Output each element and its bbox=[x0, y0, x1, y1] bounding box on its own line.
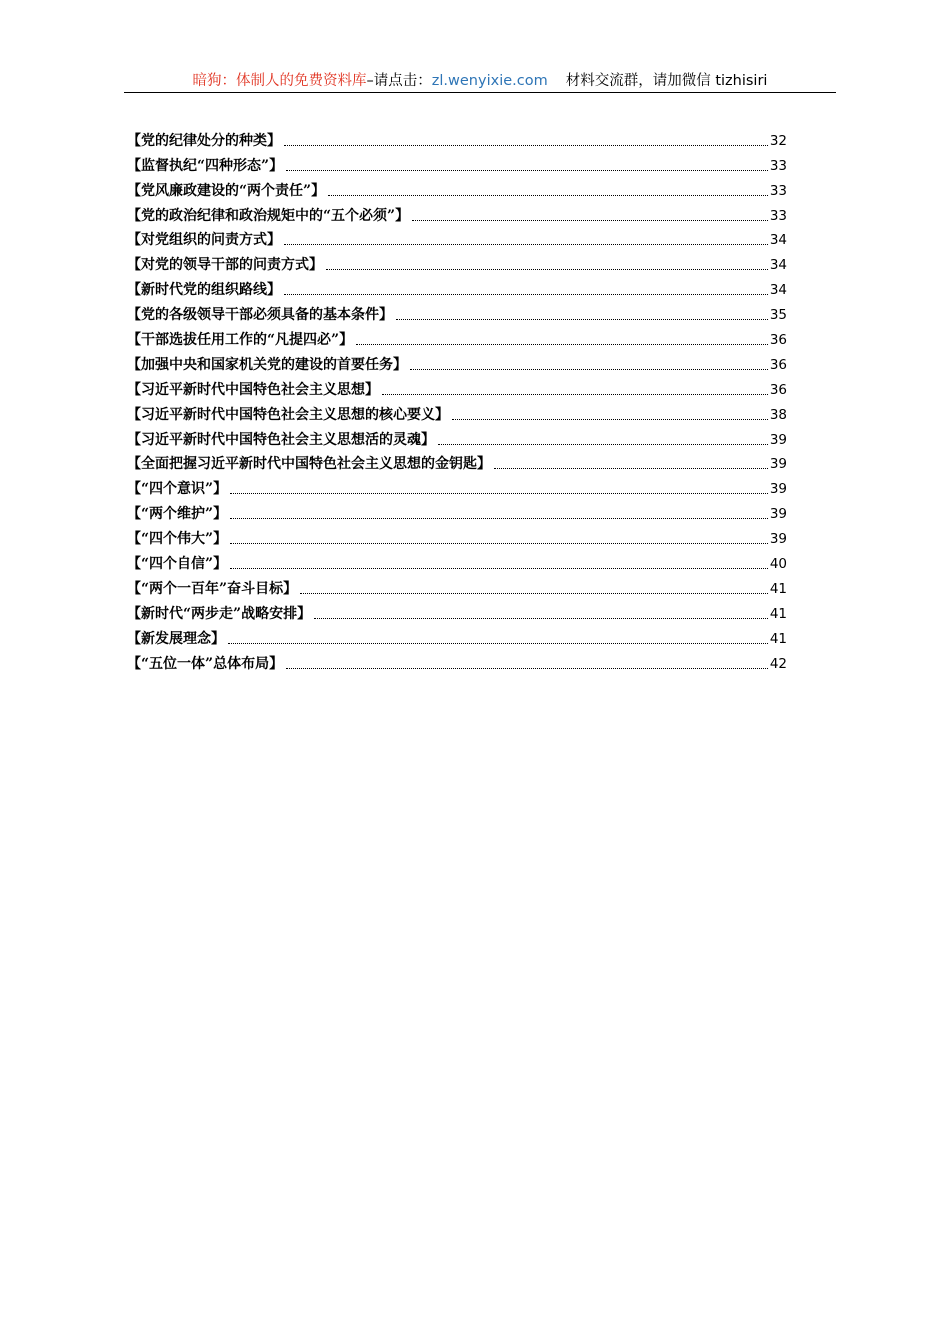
toc-dot-leader bbox=[284, 294, 768, 295]
toc-entry[interactable] bbox=[127, 125, 787, 150]
toc-entry-page: 39 bbox=[769, 456, 787, 473]
toc-entry-page: 39 bbox=[769, 531, 787, 548]
toc-entry-title: 【新时代“两步走”战略安排】 bbox=[127, 605, 312, 622]
toc-entry-page: 38 bbox=[769, 406, 787, 423]
toc-entry-page: 42 bbox=[769, 655, 787, 672]
toc-entry-title: 【新时代党的组织路线】 bbox=[127, 282, 281, 299]
toc-entry-page: 39 bbox=[769, 506, 787, 523]
toc-entry-page: 33 bbox=[769, 157, 787, 174]
toc-dot-leader bbox=[382, 394, 768, 395]
toc-entry-title: 【全面把握习近平新时代中国特色社会主义思想的金钥匙】 bbox=[127, 456, 491, 473]
toc-entry-page: 36 bbox=[769, 381, 787, 398]
toc-dot-leader bbox=[412, 220, 768, 221]
toc-entry[interactable] bbox=[127, 274, 787, 299]
header-prompt: –请点击： bbox=[366, 73, 432, 89]
toc-entry-title: 【党的各级领导干部必须具备的基本条件】 bbox=[127, 307, 393, 324]
toc-entry[interactable] bbox=[127, 299, 787, 324]
toc-entry[interactable] bbox=[127, 648, 787, 673]
toc-dot-leader bbox=[286, 170, 768, 171]
toc-dot-leader bbox=[300, 593, 768, 594]
toc-entry-page: 41 bbox=[769, 580, 787, 597]
toc-entry-title: 【对党的领导干部的问责方式】 bbox=[127, 257, 323, 274]
toc-entry[interactable] bbox=[127, 249, 787, 274]
toc-entry-title: 【党的政治纪律和政治规矩中的“五个必须”】 bbox=[127, 207, 410, 224]
toc-entry-page: 36 bbox=[769, 356, 787, 373]
toc-entry-page: 32 bbox=[769, 132, 787, 149]
toc-entry[interactable] bbox=[127, 399, 787, 424]
toc-dot-leader bbox=[452, 419, 768, 420]
header-url-link[interactable]: zl.wenyixie.com bbox=[431, 73, 548, 89]
toc-dot-leader bbox=[230, 493, 768, 494]
toc-entry-title: 【加强中央和国家机关党的建设的首要任务】 bbox=[127, 356, 407, 373]
toc-entry[interactable] bbox=[127, 349, 787, 374]
toc-entry-page: 33 bbox=[769, 182, 787, 199]
table-of-contents bbox=[127, 125, 787, 673]
toc-dot-leader bbox=[494, 468, 768, 469]
toc-entry-title: 【“两个一百年”奋斗目标】 bbox=[127, 580, 298, 597]
toc-entry-title: 【“四个意识”】 bbox=[127, 481, 228, 498]
toc-entry[interactable] bbox=[127, 200, 787, 225]
toc-entry[interactable] bbox=[127, 374, 787, 399]
toc-entry[interactable] bbox=[127, 598, 787, 623]
toc-entry-title: 【“四个伟大”】 bbox=[127, 531, 228, 548]
toc-dot-leader bbox=[286, 668, 768, 669]
toc-entry-title: 【监督执纪“四种形态”】 bbox=[127, 157, 284, 174]
toc-dot-leader bbox=[230, 518, 768, 519]
toc-entry-page: 41 bbox=[769, 630, 787, 647]
toc-entry[interactable] bbox=[127, 449, 787, 474]
toc-dot-leader bbox=[284, 145, 768, 146]
toc-entry-title: 【习近平新时代中国特色社会主义思想活的灵魂】 bbox=[127, 431, 435, 448]
toc-dot-leader bbox=[438, 444, 768, 445]
toc-entry[interactable] bbox=[127, 523, 787, 548]
toc-entry-page: 41 bbox=[769, 605, 787, 622]
header-brand: 暗狗：体制人的免费资料库 bbox=[192, 73, 367, 89]
toc-dot-leader bbox=[326, 269, 768, 270]
toc-entry-page: 34 bbox=[769, 232, 787, 249]
toc-entry-page: 39 bbox=[769, 431, 787, 448]
toc-dot-leader bbox=[314, 618, 768, 619]
page-header bbox=[124, 70, 836, 93]
header-wechat-note: 材料交流群，请加微信 tizhisiri bbox=[565, 73, 768, 89]
toc-entry-title: 【“四个自信”】 bbox=[127, 556, 228, 573]
toc-entry[interactable] bbox=[127, 573, 787, 598]
toc-entry[interactable] bbox=[127, 424, 787, 449]
toc-entry-page: 35 bbox=[769, 307, 787, 324]
toc-dot-leader bbox=[396, 319, 768, 320]
toc-dot-leader bbox=[410, 369, 768, 370]
toc-dot-leader bbox=[284, 244, 768, 245]
toc-entry[interactable] bbox=[127, 548, 787, 573]
toc-entry-title: 【“两个维护”】 bbox=[127, 506, 228, 523]
toc-dot-leader bbox=[356, 344, 768, 345]
toc-entry-page: 33 bbox=[769, 207, 787, 224]
toc-entry-page: 34 bbox=[769, 282, 787, 299]
toc-entry-page: 39 bbox=[769, 481, 787, 498]
toc-dot-leader bbox=[230, 543, 768, 544]
toc-entry[interactable] bbox=[127, 150, 787, 175]
toc-entry-page: 34 bbox=[769, 257, 787, 274]
toc-entry-title: 【对党组织的问责方式】 bbox=[127, 232, 281, 249]
toc-entry[interactable] bbox=[127, 473, 787, 498]
toc-entry-page: 40 bbox=[769, 556, 787, 573]
toc-entry-title: 【“五位一体”总体布局】 bbox=[127, 655, 284, 672]
toc-entry-title: 【党风廉政建设的“两个责任”】 bbox=[127, 182, 326, 199]
toc-entry[interactable] bbox=[127, 225, 787, 250]
toc-entry-title: 【习近平新时代中国特色社会主义思想的核心要义】 bbox=[127, 406, 449, 423]
toc-entry-title: 【新发展理念】 bbox=[127, 630, 225, 647]
toc-entry[interactable] bbox=[127, 623, 787, 648]
toc-entry-title: 【习近平新时代中国特色社会主义思想】 bbox=[127, 381, 379, 398]
toc-dot-leader bbox=[230, 568, 768, 569]
toc-entry[interactable] bbox=[127, 175, 787, 200]
toc-entry[interactable] bbox=[127, 498, 787, 523]
toc-entry[interactable] bbox=[127, 324, 787, 349]
toc-dot-leader bbox=[328, 195, 768, 196]
toc-entry-title: 【党的纪律处分的种类】 bbox=[127, 132, 281, 149]
toc-entry-title: 【干部选拔任用工作的“凡提四必”】 bbox=[127, 332, 354, 349]
toc-dot-leader bbox=[228, 643, 768, 644]
toc-entry-page: 36 bbox=[769, 332, 787, 349]
